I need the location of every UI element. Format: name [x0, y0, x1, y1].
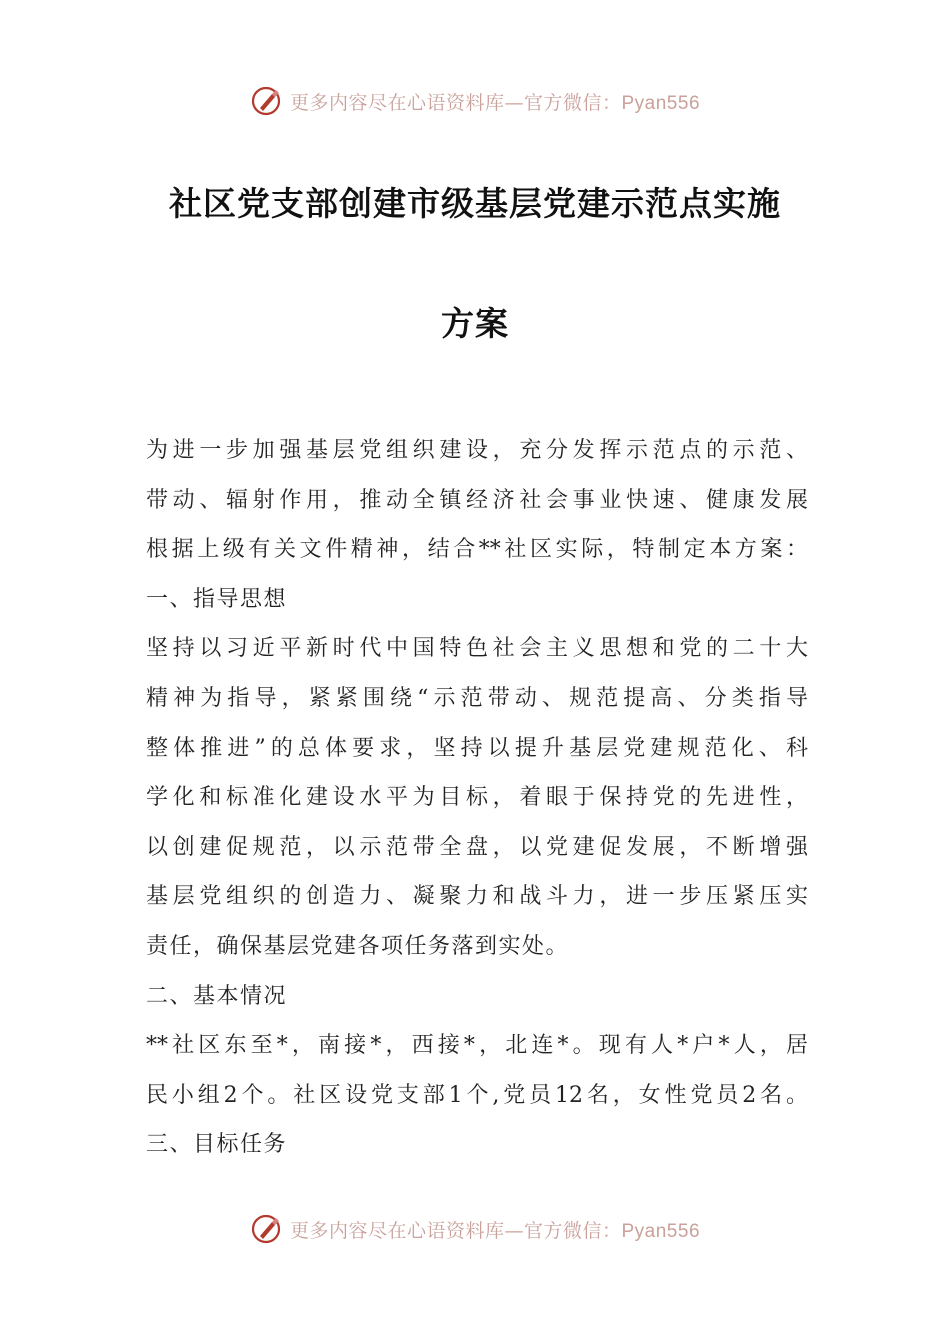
body-line: 基层党组织的创造力、凝聚力和战斗力，进一步压紧压实: [146, 884, 808, 910]
document-title-line-1: 社区党支部创建市级基层党建示范点实施: [169, 184, 781, 223]
body-line: **社区东至*，南接*，西接*，北连*。现有人*户*人，居: [146, 1033, 808, 1059]
section-heading: 一、指导思想: [146, 586, 288, 612]
pen-logo-icon: [250, 1212, 284, 1246]
document-body: [146, 426, 808, 1170]
body-line: 坚持以习近平新时代中国特色社会主义思想和党的二十大: [146, 636, 808, 662]
body-line: 责任，确保基层党建各项任务落到实处。: [146, 933, 570, 959]
watermark-handle: Pyan556: [621, 92, 701, 114]
watermark-handle: Pyan556: [621, 1220, 701, 1242]
body-line: 民小组2个。社区设党支部1个,党员12名，女性党员2名。: [146, 1082, 808, 1108]
footer-watermark: [0, 1212, 950, 1246]
body-line: 以创建促规范，以示范带全盘，以党建促发展，不断增强: [146, 834, 808, 860]
header-watermark: [0, 84, 950, 118]
section-heading: 三、目标任务: [146, 1132, 288, 1158]
body-line: 整体推进”的总体要求，坚持以提升基层党建规范化、科: [146, 735, 808, 761]
body-line: 带动、辐射作用，推动全镇经济社会事业快速、健康发展: [146, 487, 808, 513]
body-line: 精神为指导，紧紧围绕“示范带动、规范提高、分类指导: [146, 685, 808, 711]
watermark-text: 更多内容尽在心语资料库—官方微信：Pyan556: [289, 1219, 701, 1242]
body-line: 学化和标准化建设水平为目标，着眼于保持党的先进性，: [146, 785, 808, 811]
document-title-line-2: 方案: [441, 304, 509, 343]
body-line: 根据上级有关文件精神，结合**社区实际，特制定本方案：: [146, 537, 808, 563]
pen-logo-icon: [250, 84, 284, 118]
body-line: 为进一步加强基层党组织建设，充分发挥示范点的示范、: [146, 438, 808, 463]
section-heading: 二、基本情况: [146, 983, 288, 1009]
watermark-text: 更多内容尽在心语资料库—官方微信：Pyan556: [289, 91, 701, 114]
